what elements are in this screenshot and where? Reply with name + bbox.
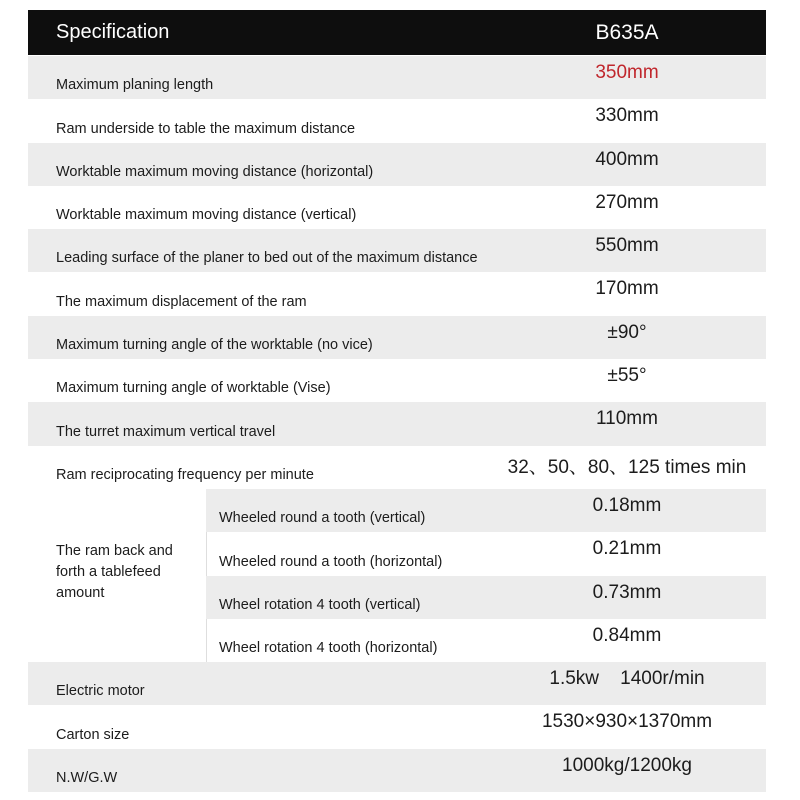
- row-value: 0.21mm: [592, 538, 662, 560]
- row-label: Maximum planing length: [56, 77, 214, 94]
- table-row: [28, 56, 766, 99]
- row-value: ±55°: [607, 365, 647, 387]
- table-row: [206, 532, 766, 575]
- group-label-line: forth a tablefeed: [56, 563, 161, 580]
- row-value: 110mm: [596, 408, 658, 430]
- row-label: Worktable maximum moving distance (horizontal): [56, 163, 374, 180]
- header-model: B635A: [595, 21, 659, 44]
- row-value: 0.18mm: [592, 494, 662, 516]
- table-row: [28, 229, 766, 272]
- row-value: 550mm: [595, 235, 659, 257]
- table-row: [206, 489, 766, 532]
- row-value: 0.73mm: [592, 581, 662, 603]
- table-row: [206, 619, 766, 662]
- table-row: [28, 316, 766, 359]
- row-value: 1.5kw 1400r/min: [549, 668, 705, 690]
- feed-amount-group: [28, 489, 766, 662]
- table-row: [28, 99, 766, 142]
- row-value: 1530×930×1370mm: [541, 711, 713, 733]
- group-label-cell: [28, 489, 207, 662]
- table-row: [28, 705, 766, 748]
- row-label: Carton size: [56, 726, 130, 743]
- table-row: [28, 446, 766, 489]
- table-row: [28, 272, 766, 315]
- row-value: 1000kg/1200kg: [562, 754, 692, 776]
- table-row: [28, 662, 766, 705]
- table-body: [28, 56, 766, 792]
- group-rows: [206, 489, 766, 662]
- row-label: Ram reciprocating frequency per minute: [56, 466, 314, 483]
- row-label: Electric motor: [56, 683, 145, 700]
- row-label: Wheel rotation 4 tooth (vertical): [219, 596, 421, 613]
- row-value: 350mm: [595, 62, 659, 83]
- header-label: Specification: [56, 21, 170, 43]
- table-row: [28, 143, 766, 186]
- table-header: [28, 10, 766, 55]
- group-label-line: amount: [56, 584, 105, 601]
- row-value: 270mm: [595, 191, 659, 213]
- row-label: The turret maximum vertical travel: [56, 423, 276, 440]
- row-label: Leading surface of the planer to bed out of the maximum distance: [56, 250, 478, 267]
- row-label: Maximum turning angle of worktable (Vise): [56, 380, 331, 397]
- table-row: [28, 359, 766, 402]
- table-row: [206, 576, 766, 619]
- table-row: [28, 186, 766, 229]
- row-value: 400mm: [595, 148, 659, 170]
- row-label: Wheeled round a tooth (vertical): [219, 510, 426, 527]
- table-row: [28, 402, 766, 445]
- spec-table: [28, 10, 766, 792]
- row-value: 170mm: [595, 278, 659, 300]
- row-label: Ram underside to table the maximum distance: [56, 120, 356, 137]
- row-label: Maximum turning angle of the worktable (no vice): [56, 337, 373, 354]
- row-value: 330mm: [595, 105, 659, 127]
- row-label: Wheeled round a tooth (horizontal): [219, 553, 443, 570]
- row-label: N.W/G.W: [56, 770, 118, 787]
- row-label: Worktable maximum moving distance (vertical): [56, 207, 357, 224]
- row-label: Wheel rotation 4 tooth (horizontal): [219, 640, 438, 657]
- row-value: 32、50、80、125 times min: [507, 456, 747, 478]
- row-label: The maximum displacement of the ram: [56, 293, 307, 310]
- row-value: ±90°: [607, 321, 647, 343]
- group-label: [56, 541, 186, 604]
- group-label-line: The ram back and: [56, 542, 173, 559]
- table-row: [28, 749, 766, 792]
- row-value: 0.84mm: [592, 624, 662, 646]
